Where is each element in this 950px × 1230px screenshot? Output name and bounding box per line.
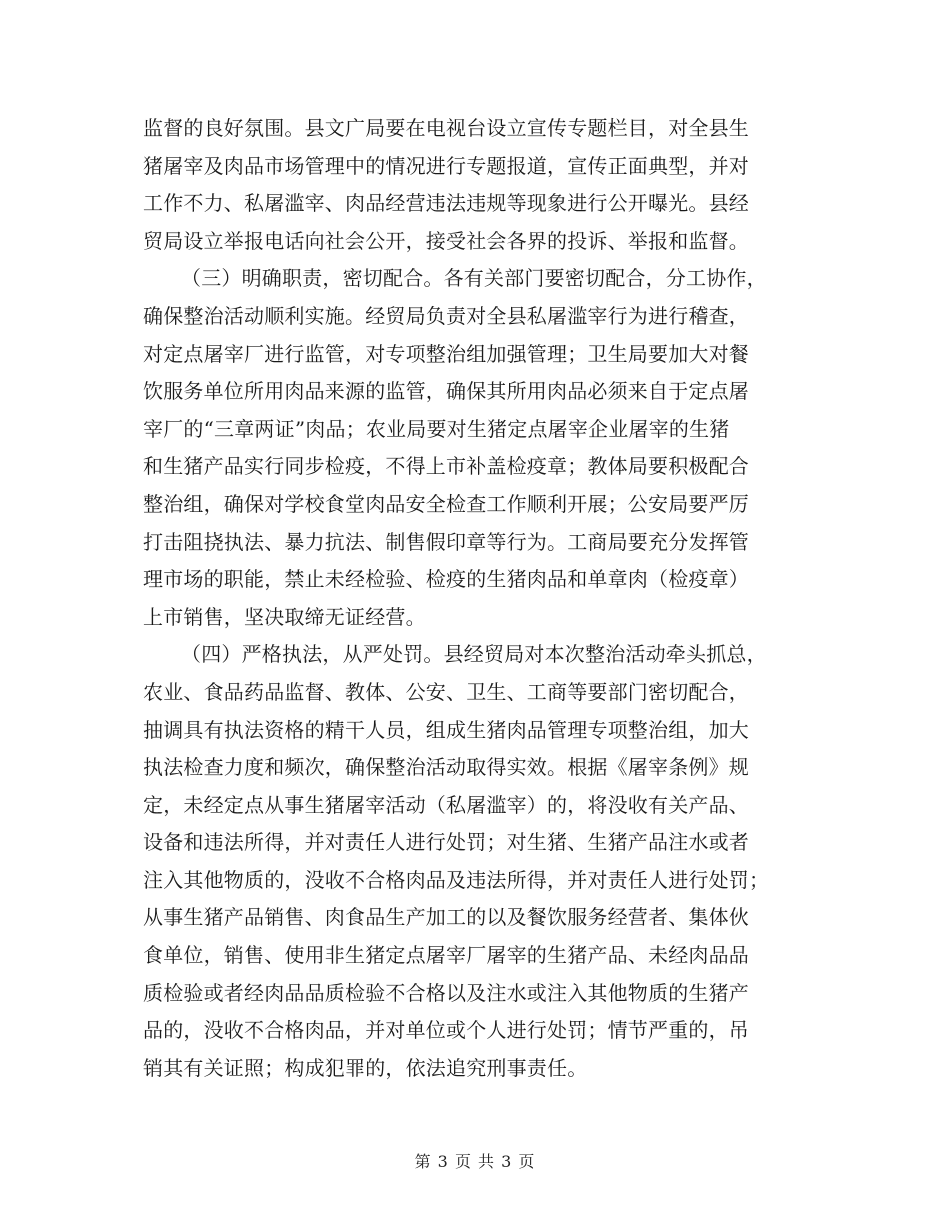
text-line: 理市场的职能，禁止未经检验、检疫的生猪肉品和单章肉（检疫章）: [143, 567, 749, 592]
page-number: 第 3 页 共 3 页: [414, 1152, 536, 1171]
body-text: [143, 110, 823, 1087]
text-line: 从事生猪产品销售、肉食品生产加工的以及餐饮服务经营者、集体伙: [143, 905, 749, 930]
text-line: 定，未经定点从事生猪屠宰活动（私屠滥宰）的，将没收有关产品、: [143, 792, 749, 817]
text-line: 贸局设立举报电话向社会公开，接受社会各界的投诉、举报和监督。: [143, 228, 749, 253]
text-line: 打击阻挠执法、暴力抗法、制售假印章等行为。工商局要充分发挥管: [143, 529, 749, 554]
text-line: 监督的良好氛围。县文广局要在电视台设立宣传专题栏目，对全县生: [143, 116, 749, 140]
text-line: 执法检查力度和频次，确保整治活动取得实效。根据《屠宰条例》规: [143, 755, 749, 780]
text-line: 猪屠宰及肉品市场管理中的情况进行专题报道，宣传正面典型，并对: [143, 153, 749, 178]
text-line: 质检验或者经肉品品质检验不合格以及注水或注入其他物质的生猪产: [143, 980, 749, 1005]
text-line: 宰厂的“三章两证”肉品；农业局要对生猪定点屠宰企业屠宰的生猪: [143, 416, 730, 441]
text-line: 抽调具有执法资格的精干人员，组成生猪肉品管理专项整治组，加大: [143, 717, 749, 742]
text-line: 和生猪产品实行同步检疫，不得上市补盖检疫章；教体局要积极配合: [143, 454, 749, 479]
text-line: 对定点屠宰厂进行监管，对专项整治组加强管理；卫生局要加大对餐: [143, 341, 749, 366]
text-line: 食单位，销售、使用非生猪定点屠宰厂屠宰的生猪产品、未经肉品品: [143, 943, 749, 968]
text-line: 农业、食品药品监督、教体、公安、卫生、工商等要部门密切配合，: [143, 679, 749, 704]
text-line: 品的，没收不合格肉品，并对单位或个人进行处罚；情节严重的，吊: [143, 1018, 749, 1043]
text-line: 销其有关证照；构成犯罪的，依法追究刑事责任。: [143, 1055, 588, 1080]
text-line: 饮服务单位所用肉品来源的监管，确保其所用肉品必须来自于定点屠: [143, 379, 749, 404]
text-line: 确保整治活动顺利实施。经贸局负责对全县私屠滥宰行为进行稽查，: [143, 303, 749, 328]
paragraph-start-line: （四）严格执法，从严处罚。县经贸局对本次整治活动牵头抓总，: [181, 642, 767, 667]
paragraph-start-line: （三）明确职责，密切配合。各有关部门要密切配合，分工协作，: [181, 266, 767, 291]
text-line: 设备和违法所得，并对责任人进行处罚；对生猪、生猪产品注水或者: [143, 830, 749, 855]
text-line: 注入其他物质的，没收不合格肉品及违法所得，并对责任人进行处罚；: [143, 867, 770, 892]
text-line: 整治组，确保对学校食堂肉品安全检查工作顺利开展；公安局要严厉: [143, 491, 749, 516]
text-line: 工作不力、私屠滥宰、肉品经营违法违规等现象进行公开曝光。县经: [143, 191, 749, 216]
text-line: 上市销售，坚决取缔无证经营。: [143, 604, 426, 629]
